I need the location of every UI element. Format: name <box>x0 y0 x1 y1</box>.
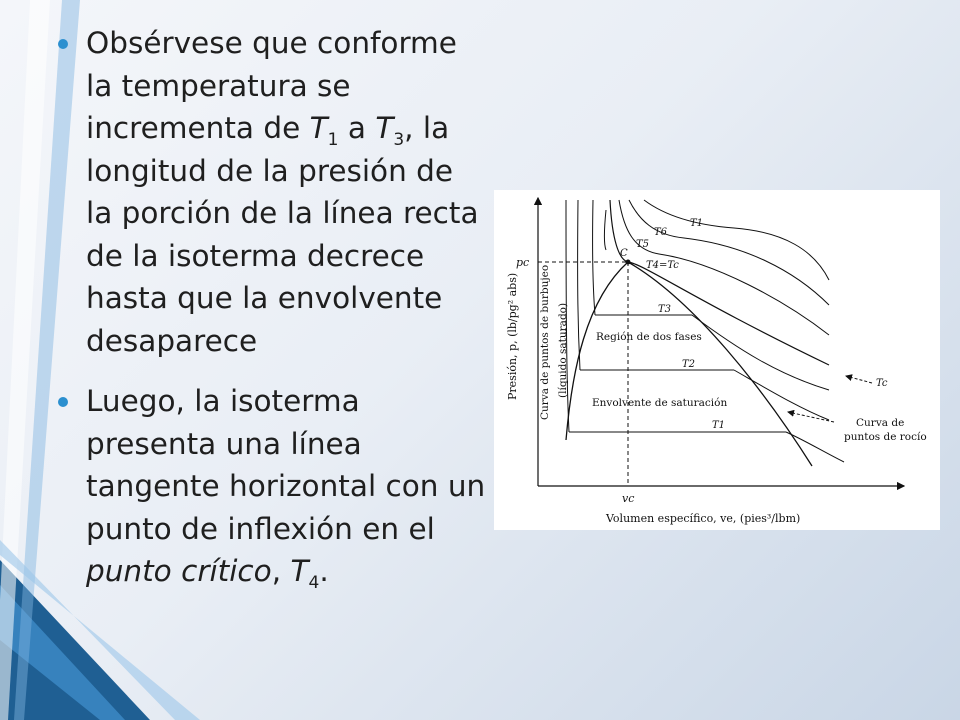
tc-arrow <box>846 376 872 383</box>
vc-label: vc <box>622 492 635 505</box>
bullet-dot <box>58 397 68 407</box>
italic-term: punto crítico <box>86 554 272 588</box>
bubble-point-curve <box>566 262 628 440</box>
bullet-text: . <box>319 554 329 588</box>
isotherm-liquid-branch <box>578 200 580 370</box>
dew-curve-sublabel: puntos de rocío <box>844 431 927 443</box>
dew-curve-label: Curva de <box>856 417 905 429</box>
pc-label: pc <box>516 256 530 269</box>
subscript: 1 <box>327 129 339 150</box>
bubble-curve-label: Curva de puntos de burbujeo <box>539 264 551 420</box>
isotherm-label-t4: T4=Tc <box>646 260 679 271</box>
pv-diagram <box>494 190 940 530</box>
bullet-item-2 <box>58 380 488 593</box>
bullet-text: , la longitud de la presión de la porción de la línea recta de la isoterma decrece hasta que la envolvente desaparece <box>86 111 479 358</box>
dew-point-curve <box>628 262 812 466</box>
isotherm-label-t2: T2 <box>682 359 696 370</box>
temperature-symbol: T <box>290 554 309 588</box>
isotherm-t2-vapor <box>734 370 829 420</box>
isotherm-t3-vapor <box>692 315 829 390</box>
y-axis-label: Presión, p, (lb/pg² abs) <box>506 272 519 400</box>
bullet-text: Obsérvese que conforme la temperatura se incrementa de <box>86 26 457 145</box>
bullet-text: a <box>338 111 376 145</box>
temperature-symbol: T <box>375 111 394 145</box>
bullet-text: Luego, la isoterma presenta una línea tangente horizontal con un punto de inflexión en el <box>86 384 486 546</box>
isotherm-t6 <box>629 200 829 305</box>
isotherm-label-t1-top: T1 <box>690 218 704 229</box>
isotherm-liquid-branch <box>593 200 595 315</box>
isotherm-label-t3: T3 <box>658 304 672 315</box>
x-axis-label: Volumen específico, ve, (pies³/lbm) <box>606 512 801 525</box>
bullet-item-1 <box>58 22 488 362</box>
isotherm-t1-vapor <box>786 432 844 462</box>
temperature-symbol: T <box>309 111 328 145</box>
isotherm-label-t1: T1 <box>712 420 726 431</box>
two-phase-region-label: Región de dos fases <box>596 331 702 343</box>
critical-point-label: C <box>620 248 628 259</box>
bullet-list <box>58 22 488 611</box>
subscript: 3 <box>393 129 405 150</box>
dew-curve-arrow <box>788 412 834 422</box>
subscript: 4 <box>308 572 320 593</box>
isotherm-label-t5: T5 <box>636 239 650 250</box>
isotherm-liquid-branch <box>605 210 607 250</box>
bubble-curve-sublabel: (líquido saturado) <box>557 302 569 398</box>
tc-arrow-label: Tc <box>876 378 888 389</box>
bullet-dot <box>58 39 68 49</box>
saturation-envelope-label: Envolvente de saturación <box>592 397 728 409</box>
isotherm-label-t6: T6 <box>654 227 668 238</box>
critical-point <box>626 260 631 265</box>
bullet-text: , <box>271 554 291 588</box>
